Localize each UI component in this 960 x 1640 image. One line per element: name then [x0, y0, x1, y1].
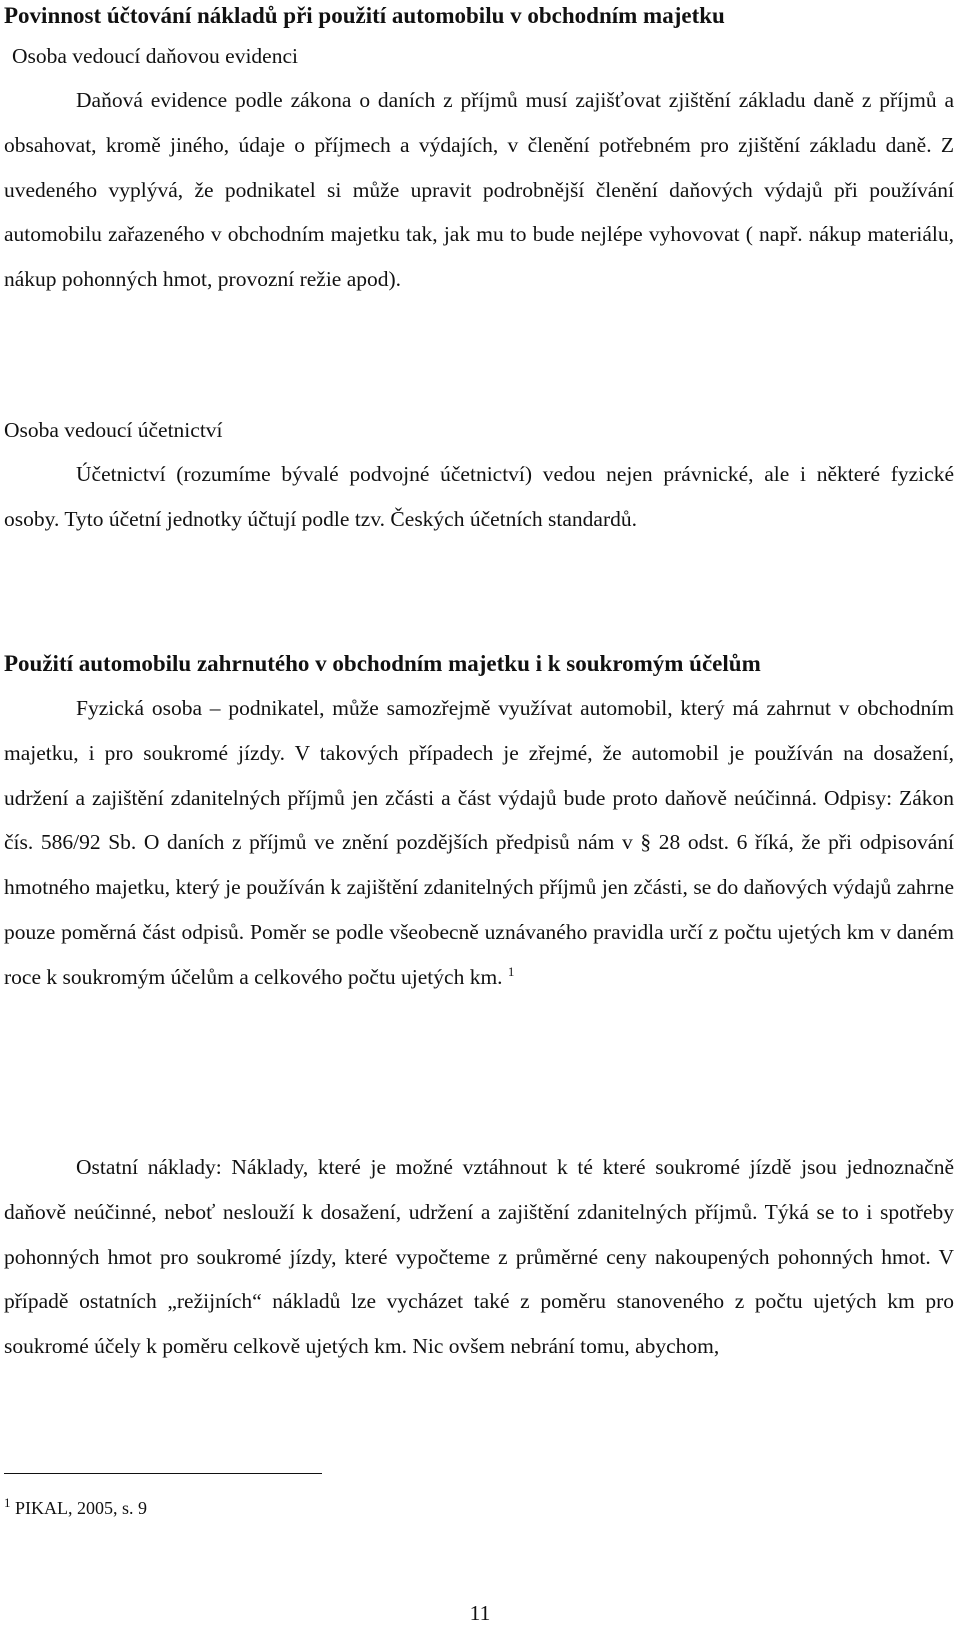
subheading: Osoba vedoucí daňovou evidenci	[12, 44, 298, 68]
footnote-text: PIKAL, 2005, s. 9	[15, 1498, 148, 1518]
section-heading: Povinnost účtování nákladů při použití automobilu v obchodním majetku	[4, 3, 725, 28]
paragraph-text: Fyzická osoba – podnikatel, může samozřejmě využívat automobil, který má zahrnut v obchodním majetku, i pro soukromé jízdy. V takových případech je zřejmé, že automobil je používán na dosažení, udržení a zajištění zdanitelných příjmů jen zčásti a část výdajů bude proto daňově neúčinná. Odpisy: Zákon čís. 586/92 Sb. O daních z příjmů ve znění pozdějších předpisů nám v § 28 odst. 6 říká, že při odpisování hmotného majetku, který je používán k zajištění zdanitelných příjmů jen zčásti, se do daňových výdajů zahrne pouze poměrná část odpisů. Poměr se podle všeobecně uznávaného pravidla určí z počtu ujetých km v daném roce k soukromým účelům a celkového počtu ujetých km.	[4, 696, 954, 989]
section-heading: Použití automobilu zahrnutého v obchodním majetku i k soukromým účelům	[4, 651, 761, 676]
paragraph	[4, 1145, 954, 1369]
subheading: Osoba vedoucí účetnictví	[4, 418, 223, 442]
paragraph	[4, 452, 954, 542]
paragraph	[4, 78, 954, 302]
footnote-reference[interactable]: 1	[507, 963, 515, 979]
paragraph-text: Daňová evidence podle zákona o daních z příjmů musí zajišťovat zjištění základu daně z příjmů a obsahovat, kromě jiného, údaje o příjmech a výdajích, v členění potřebném pro zjištění základu daně. Z uvedeného vyplývá, že podnikatel si může upravit podrobnější členění daňových výdajů při používání automobilu zařazeného v obchodním majetku tak, jak mu to bude nejlépe vyhovovat ( např. nákup materiálu, nákup pohonných hmot, provozní režie apod).	[4, 88, 954, 292]
footnote-number: 1	[4, 1495, 11, 1510]
paragraph	[4, 686, 954, 1000]
footnote	[4, 1497, 147, 1519]
paragraph-text: Účetnictví (rozumíme bývalé podvojné účetnictví) vedou nejen právnické, ale i některé fyzické osoby. Tyto účetní jednotky účtují podle tzv. Českých účetních standardů.	[4, 462, 954, 531]
footnote-separator	[4, 1473, 322, 1474]
paragraph-text: Ostatní náklady: Náklady, které je možné vztáhnout k té které soukromé jízdě jsou jednoznačně daňově neúčinné, neboť neslouží k dosažení, udržení a zajištění zdanitelných příjmů. Týká se to i spotřeby pohonných hmot pro soukromé jízdy, které vypočteme z průměrné ceny nakoupených pohonných hmot. V případě ostatních „režijních“ nákladů lze vycházet také z poměru stanoveného z počtu ujetých km pro soukromé účely k poměru celkově ujetých km. Nic ovšem nebrání tomu, abychom,	[4, 1155, 954, 1359]
page-number: 11	[469, 1601, 491, 1625]
